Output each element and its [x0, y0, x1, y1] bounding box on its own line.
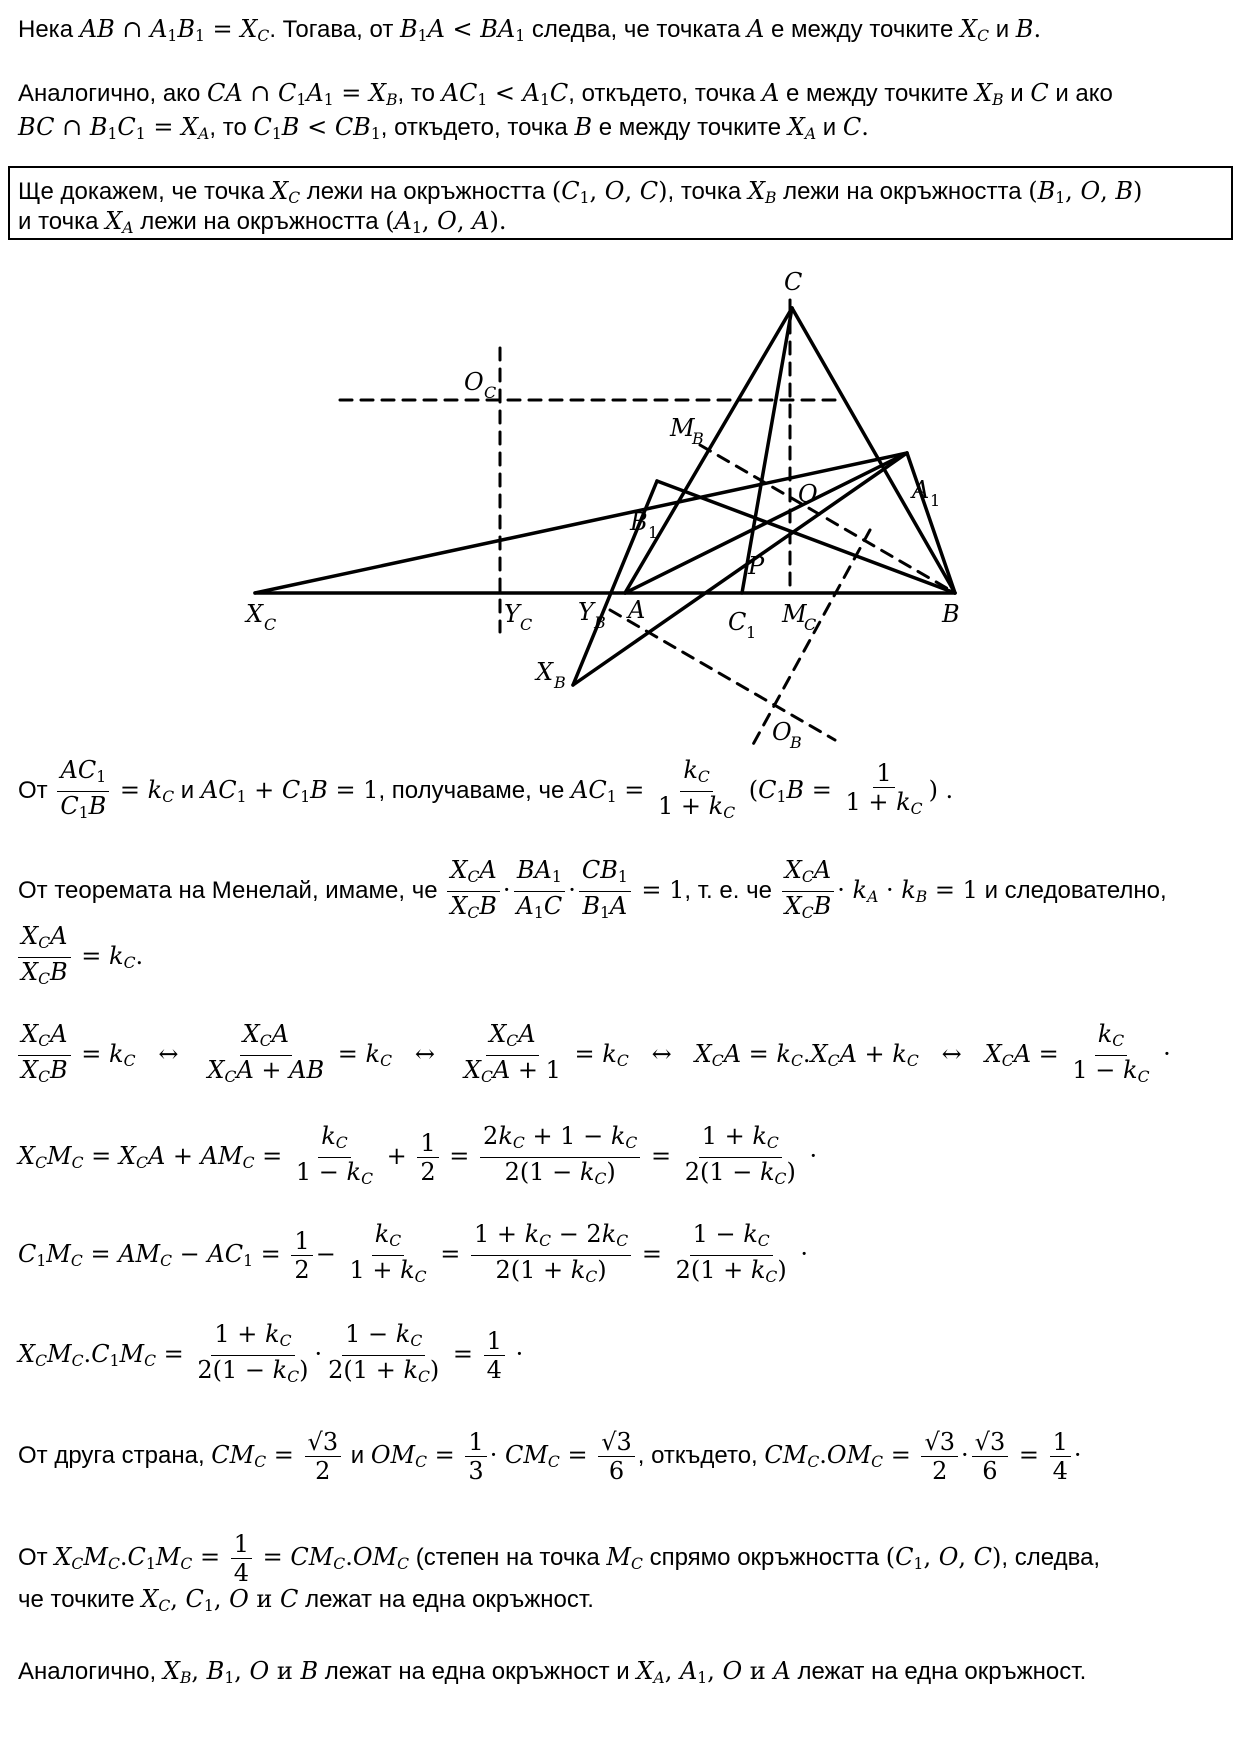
label-p: P	[748, 552, 765, 580]
formula-line-8b: че точките $X_C$, $C_1$, O и C лежат на една окръжност.	[18, 1585, 594, 1615]
formula-line-6: $X_CM_C.C_1M_C$ = $\frac{1 + k_C}{2(1 - k_C)}$ · $\frac{1 - k_C}{2(1 + k_C)}$ = $\frac{1}{4}$ ·	[18, 1320, 524, 1386]
label-mb: M	[670, 414, 695, 442]
label-c1: C	[728, 608, 747, 636]
label-o: O	[798, 480, 818, 508]
formula-line-3: $\frac{X_CA}{X_CB}$ = $k_C$ ↔ $\frac{X_CA}{X_CA + AB}$ = $k_C$ ↔ $\frac{X_CA}{X_CA + 1}$ = $k_C$ ↔ $X_CA = k_C.X_CA + k_C$ ↔ $X_CA$ = $\frac{k_C}{1 - k_C}$ ·	[18, 1020, 1171, 1091]
label-xc-sub: C	[264, 615, 277, 634]
label-b1: B	[630, 508, 648, 536]
label-yb: Y	[578, 598, 594, 626]
label-mc: M	[782, 600, 807, 628]
final-line: Аналогично, $X_B$, $B_1$, O и B лежат на една окръжност и $X_A$, $A_1$, O и A лежат на една окръжност.	[18, 1657, 1087, 1687]
label-mc-sub: C	[804, 615, 817, 634]
label-a1: A	[912, 476, 930, 504]
label-b1-sub: 1	[648, 523, 659, 542]
label-oc-sub: C	[484, 383, 497, 402]
label-yb-sub: B	[594, 613, 606, 632]
label-a: A	[628, 596, 646, 624]
label-xb-sub: B	[554, 673, 566, 692]
claim-line-2: и точка $X_A$ лежи на окръжността ($A_1$, O, A).	[18, 207, 507, 237]
dashed-yb-ob	[610, 610, 835, 740]
label-mb-sub: B	[692, 429, 704, 448]
formula-line-7: От друга страна, $CM_C$ = $\frac{√3}{2}$ и $OM_C$ = $\frac{1}{3}$ · $CM_C$ = $\frac{√3}{6}$ , откъдето, $CM_C.OM_C$ = $\frac{√3}{2}$ · $\frac{√3}{6}$ = $\frac{1}{4}$ ·	[18, 1428, 1082, 1485]
formula-line-2: От теоремата на Менелай, имаме, че $\frac{X_CA}{X_CB}$ · $\frac{BA_1}{A_1C}$ · $\frac{CB_1}{B_1A}$ = 1, т. е. че $\frac{X_CA}{X_CB}$ · $k_A \cdot k_B = 1$ и следователно,	[18, 856, 1167, 922]
formula-line-2b: $\frac{X_CA}{X_CB}$ = $k_C$.	[18, 922, 143, 993]
formula-line-1: От $\frac{AC_1}{C_1B}$ = $k_C$ и $AC_1 + C_1B = 1$, получаваме, че $AC_1$ = $\frac{k_C}{1 + k_C}$ ($C_1B$ = $\frac{1}{1 + k_C}$ ) .	[18, 756, 954, 822]
formula-line-4: $X_CM_C = X_CA + AM_C$ = $\frac{k_C}{1 - k_C}$ + $\frac{1}{2}$ = $\frac{2k_C + 1 - k_C}{2(1 - k_C)}$ = $\frac{1 + k_C}{2(1 - k_C)}$ ·	[18, 1122, 818, 1188]
label-c: C	[784, 268, 803, 296]
label-b: B	[942, 600, 960, 628]
label-xc: X	[246, 600, 264, 628]
formula-line-8: От $X_CM_C.C_1M_C$ = $\frac{1}{4}$ = $CM_C.OM_C$ (степен на точка $M_C$ спрямо окръжността ($C_1$, O, C), следва,	[18, 1530, 1101, 1587]
dashed-ob-down	[750, 530, 870, 750]
label-ob-sub: B	[790, 733, 802, 752]
label-yc: Y	[504, 600, 520, 628]
formula-line-5: $C_1M_C = AM_C - AC_1$ = $\frac{1}{2}$ − $\frac{k_C}{1 + k_C}$ = $\frac{1 + k_C - 2k_C}{2(1 + k_C)}$ = $\frac{1 - k_C}{2(1 + k_C)}$ ·	[18, 1220, 808, 1286]
label-a1-sub: 1	[930, 491, 941, 510]
intro-line-1: Нека AB ∩ $A_1B_1 = X_C$. Тогава, от $B_1A < BA_1$ следва, че точката A е между точките $X_C$ и B.	[18, 15, 1042, 45]
intro-line-3: BC ∩ $B_1C_1 = X_A$, то $C_1B < CB_1$, откъдето, точка B е между точките $X_A$ и C.	[18, 113, 869, 143]
label-ob: O	[772, 718, 792, 746]
label-oc: O	[464, 368, 484, 396]
claim-line-1: Ще докажем, че точка $X_C$ лежи на окръжността ($C_1$, O, C), точка $X_B$ лежи на окръжността ($B_1$, O, B)	[18, 177, 1143, 207]
intro-line-2: Аналогично, ако CA ∩ $C_1A_1 = X_B$, то $AC_1 < A_1C$, откъдето, точка A е между точките $X_B$ и C и ако	[18, 79, 1113, 109]
label-xb: X	[536, 658, 554, 686]
label-yc-sub: C	[520, 615, 533, 634]
label-c1-sub: 1	[746, 623, 757, 642]
side-cb	[792, 308, 955, 593]
